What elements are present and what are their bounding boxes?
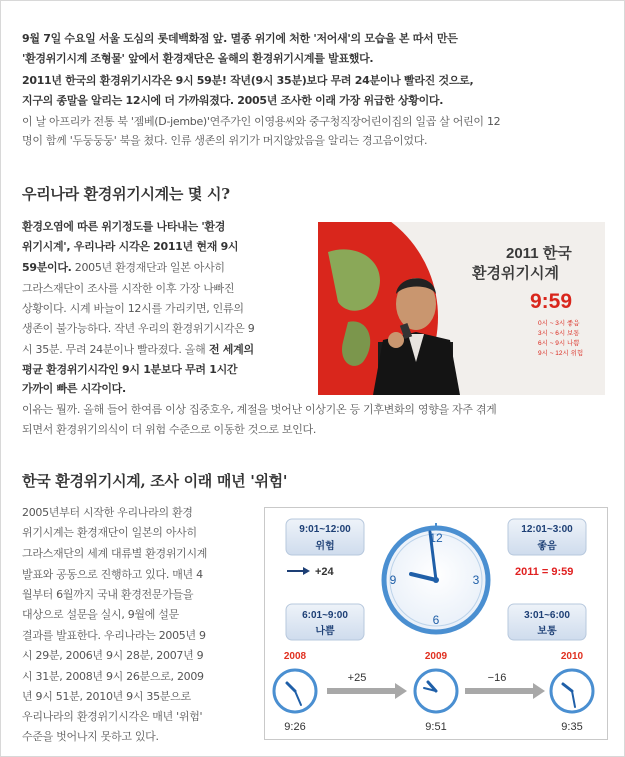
- numeral-3: 3: [472, 573, 480, 587]
- section1-line-3-bold: 59분이다.: [22, 261, 72, 274]
- section2-line-1: 2005년부터 시작한 우리나라의 환경: [22, 506, 193, 519]
- section1-line-3: [22, 259, 225, 277]
- arrow-2008-2009: [327, 672, 407, 699]
- clock-2010: [551, 651, 593, 733]
- section2-line-7: 결과를 발표한다. 우리나라는 2005년 9: [22, 629, 206, 642]
- box-top-left: [286, 519, 364, 555]
- numeral-6: 6: [432, 613, 440, 627]
- photo-title-1: 2011 한국: [506, 245, 572, 262]
- section2-line-12: 수준을 벗어나지 못하고 있다.: [22, 730, 159, 743]
- section2-line-3: 그라스재단의 세계 대류별 환경위기시계: [22, 547, 208, 560]
- section2-line-9: 시 31분, 2008년 9시 26분으로, 2009: [22, 670, 204, 683]
- section2-line-4: 발표와 공동으로 진행하고 있다. 매년 4: [22, 568, 203, 581]
- section2-line-2: 위기시계는 환경재단이 일본의 아사히: [22, 526, 197, 539]
- section1-line-7-rest: 시 35분. 무려 24분이나 빨라졌다. 올해: [22, 343, 206, 356]
- arrow-right-icon: [395, 683, 407, 699]
- section1-line-2: 위기시계', 우리나라 시각은 2011년 현재 9시: [22, 240, 239, 253]
- event-photo-illustration: [318, 222, 605, 395]
- time-2010: 9:35: [561, 721, 583, 733]
- delta-2008-2009: +25: [347, 672, 367, 684]
- section2-heading: 한국 환경위기시계, 조사 이래 매년 '위험': [22, 472, 288, 490]
- time-2009: 9:51: [425, 721, 447, 733]
- box-tr-label: 좋음: [537, 541, 557, 552]
- section2-line-10: 년 9시 51분, 2010년 9시 35분으로: [22, 690, 191, 703]
- section1-line-3-rest: 2005년 환경재단과 일본 아사히: [71, 261, 225, 274]
- section1-line-8: 평균 환경위기시각인 9시 1분보다 무려 1시간: [22, 363, 238, 376]
- box-top-right: [508, 519, 586, 555]
- photo-legend-1: 0시 ~ 3시 좋음: [538, 320, 580, 327]
- photo-legend-2: 3시 ~ 6시 보통: [538, 330, 580, 337]
- box-tr-range: 12:01~3:00: [521, 524, 573, 535]
- box-bl-label: 나쁨: [315, 626, 335, 637]
- photo-legend-4: 9시 ~ 12시 위험: [538, 350, 584, 357]
- box-bottom-right: [508, 604, 586, 640]
- clock-2008: [274, 651, 316, 733]
- clock-diagram-svg: [265, 508, 607, 739]
- numeral-9: 9: [389, 573, 397, 587]
- delta-24-indicator: [287, 566, 335, 578]
- arrow-right-icon: [303, 567, 310, 575]
- clock-2009: [415, 651, 457, 733]
- clock-diagram: [264, 507, 608, 740]
- event-photo: [318, 222, 605, 395]
- intro-line-3: 2011년 한국의 환경위기시각은 9시 59분! 작년(9시 35분)보다 무려 24분이나 빨라진 것으로,: [22, 74, 474, 87]
- year-2009: 2009: [424, 651, 448, 662]
- intro-line-6: 명이 함께 '두둥둥둥' 북을 쳤다. 인류 생존의 위기가 머지않았음을 알리는 경고음이었다.: [22, 134, 428, 147]
- year-2010: 2010: [560, 651, 584, 662]
- current-time-label: 2011 = 9:59: [515, 566, 574, 578]
- section1-line-10: 이유는 뭘까. 올해 들어 한여름 이상 집중호우, 계절을 벗어난 이상기온 등 기후변화의 영향을 자주 겪게: [22, 403, 497, 416]
- section1-line-1: 환경오염에 따른 위기정도를 나타내는 '환경: [22, 220, 226, 233]
- box-br-label: 보통: [537, 626, 557, 637]
- photo-title-2: 환경위기시계: [472, 265, 559, 282]
- section1-heading: 우리나라 환경위기시계는 몇 시?: [22, 185, 230, 203]
- section2-line-8: 시 29분, 2006년 9시 28분, 2007년 9: [22, 649, 204, 662]
- section2-line-5: 월부터 6월까지 국내 환경전문가들을: [22, 588, 194, 601]
- intro-line-1: 9월 7일 수요일 서울 도심의 롯데백화점 앞. 멸종 위기에 처한 '저어새'의 모습을 본 따서 만든: [22, 32, 458, 45]
- intro-line-4: 지구의 종말을 알리는 12시에 더 가까워졌다. 2005년 조사한 이래 가장 위급한 상황이다.: [22, 94, 444, 107]
- box-bottom-left: [286, 604, 364, 640]
- section1-line-5: 상황이다. 시계 바늘이 12시를 가리키면, 인류의: [22, 302, 244, 315]
- main-clock-icon: [384, 523, 488, 632]
- section1-line-9: 가까이 빠른 시각이다.: [22, 382, 126, 395]
- photo-legend-3: 6시 ~ 9시 나쁨: [538, 340, 580, 347]
- section2-line-11: 우리나라의 환경위기시각은 매년 '위험': [22, 710, 203, 723]
- box-tl-range: 9:01~12:00: [299, 524, 351, 535]
- section1-line-6: 생존이 불가능하다. 작년 우리의 환경위기시각은 9: [22, 322, 255, 335]
- delta-2009-2010: −16: [487, 672, 507, 684]
- intro-line-5: 이 날 아프리카 전통 북 '젬베(D-jembe)'연주가인 이영용씨와 중구청직장어린이집의 일곱 살 어린이 12: [22, 115, 501, 128]
- section1-line-4: 그라스재단이 조사를 시작한 이후 가장 나빠진: [22, 282, 235, 295]
- section1-line-7-bold: 전 세계의: [205, 343, 254, 356]
- arrow-2009-2010: [465, 672, 545, 699]
- intro-line-2: '환경위기시계 조형물' 앞에서 환경재단은 올해의 환경위기시계를 발표했다.: [22, 52, 374, 65]
- box-tl-label: 위험: [315, 541, 335, 552]
- section1-line-7: [22, 341, 254, 359]
- year-2008: 2008: [283, 651, 307, 662]
- section1-line-11: 되면서 환경위기의식이 더 위험 수준으로 이동한 것으로 보인다.: [22, 423, 317, 436]
- section2-line-6: 대상으로 설문을 실시, 9월에 설문: [22, 608, 179, 621]
- photo-time: 9:59: [530, 290, 573, 313]
- time-2008: 9:26: [284, 721, 306, 733]
- box-br-range: 3:01~6:00: [524, 610, 570, 621]
- delta-main: +24: [315, 566, 334, 578]
- numeral-12: 12: [429, 531, 443, 545]
- box-bl-range: 6:01~9:00: [302, 610, 348, 621]
- arrow-right-icon: [533, 683, 545, 699]
